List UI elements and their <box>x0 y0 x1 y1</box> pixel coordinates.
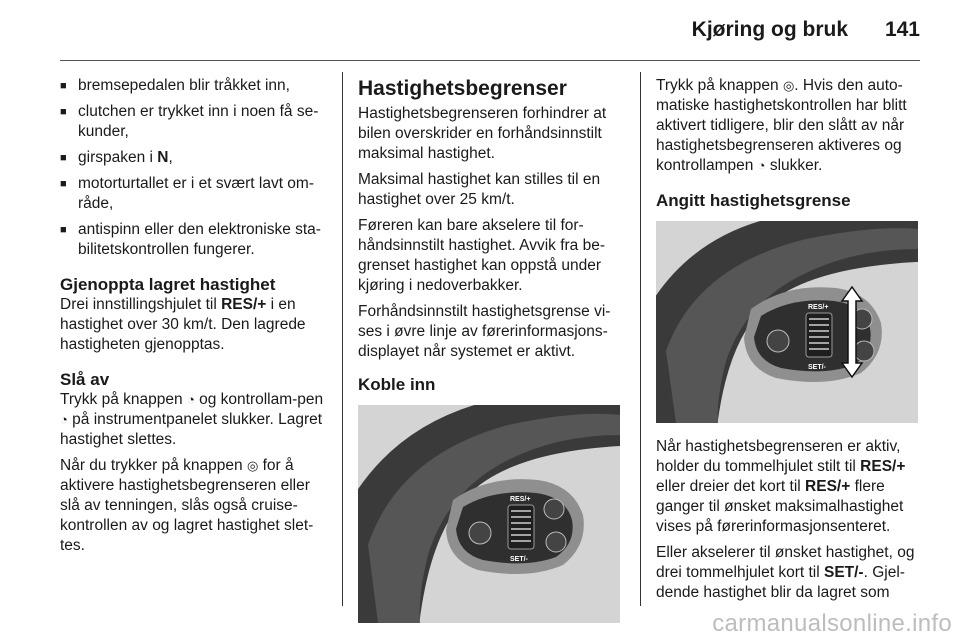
column-1 <box>60 76 328 562</box>
list-item: ■ clutchen er trykket inn i noen få se-kunder, <box>60 102 328 142</box>
set-label: SET/- <box>808 364 826 371</box>
paragraph-engage: Trykk på knappen ◎. Hvis den auto-matiske hastighetskontrollen har blitt aktivert tidligere, blir den slått av når hastighetsbegrenseren aktiveres og kontrollampen ◔ slukker. <box>656 77 907 174</box>
heading-set-limit: Angitt hastighetsgrense <box>656 191 851 210</box>
heading-engage: Koble inn <box>358 375 436 394</box>
heading-off: Slå av <box>60 370 110 389</box>
cruise-control-icon: ◔ <box>60 412 68 427</box>
column-divider-1 <box>342 72 343 606</box>
paragraph: Hastighetsbegrenseren forhindrer at bilen overskrider en forhåndsinnstilt maksimal hastighet. <box>358 105 607 162</box>
list-item: ■ girspaken i N, <box>60 148 328 168</box>
list-item: ■ motorturtallet er i et svært lavt om-råde, <box>60 174 328 214</box>
list-item: ■ antispinn eller den elektroniske sta-bilitetskontrollen fungerer. <box>60 220 328 260</box>
page-header <box>0 0 960 58</box>
paragraph-resume: Drei innstillingshjulet til RES/+ i en hastighet over 30 km/t. Den lagrede hastigheten gjenopptas. <box>60 296 306 353</box>
paragraph: Føreren kan bare akselere til for-håndsinnstilt hastighet. Avvik fra be-grenset hastighet kan oppstå under kjøring i nedoverbakker. <box>358 217 605 294</box>
paragraph: Forhåndsinnstilt hastighetsgrense vi-ses i øvre linje av førerinformasjons-displayet når systemet er aktivt. <box>358 303 611 360</box>
header-rule <box>60 60 920 61</box>
paragraph: Maksimal hastighet kan stilles til en hastighet over 25 km/t. <box>358 171 601 208</box>
speed-limiter-icon: ◎ <box>246 458 259 473</box>
section-title: Hastighetsbegrenser <box>358 77 567 100</box>
paragraph-accelerate: Eller akselerer til ønsket hastighet, og drei tommelhjulet kort til SET/-. Gjel-dende hastighet blir da lagret som <box>656 544 915 601</box>
header-title: Kjøring og bruk <box>691 18 848 41</box>
steering-wheel-illustration <box>358 405 620 623</box>
steering-wheel-figure-engage <box>358 405 620 623</box>
watermark: carmanualsonline.info <box>712 610 952 637</box>
set-label: SET/- <box>510 556 528 563</box>
paragraph-active: Når hastighetsbegrenseren er aktiv, holder du tommelhjulet stilt til RES/+ eller dreier det kort til RES/+ flere ganger til ønsket maksimalhastighet vises på førerinformasjonsenteret. <box>656 438 906 535</box>
speed-limiter-icon: ◎ <box>782 78 795 93</box>
cruise-control-icon: ◔ <box>186 392 195 407</box>
heading-resume: Gjenoppta lagret hastighet <box>60 275 276 294</box>
column-2 <box>358 76 624 623</box>
steering-wheel-figure-set <box>656 221 918 423</box>
list-item: ■ bremsepedalen blir tråkket inn, <box>60 76 328 96</box>
column-3 <box>656 76 922 609</box>
column-divider-2 <box>640 72 641 606</box>
res-label: RES/+ <box>510 496 531 503</box>
paragraph-limiter-note: Når du trykker på knappen ◎ for å aktivere hastighetsbegrenseren eller slå av tenningen, slås også cruise-kontrollen av og lagret hastighet slet-tes. <box>60 457 314 554</box>
res-label: RES/+ <box>808 304 829 311</box>
paragraph-off: Trykk på knappen ◔ og kontrollam-pen ◔ på instrumentpanelet slukker. Lagret hastighet slettes. <box>60 391 324 448</box>
cruise-control-icon: ◔ <box>757 158 766 173</box>
condition-list <box>60 76 328 260</box>
page-number: 141 <box>884 18 920 41</box>
steering-wheel-illustration <box>656 221 918 423</box>
